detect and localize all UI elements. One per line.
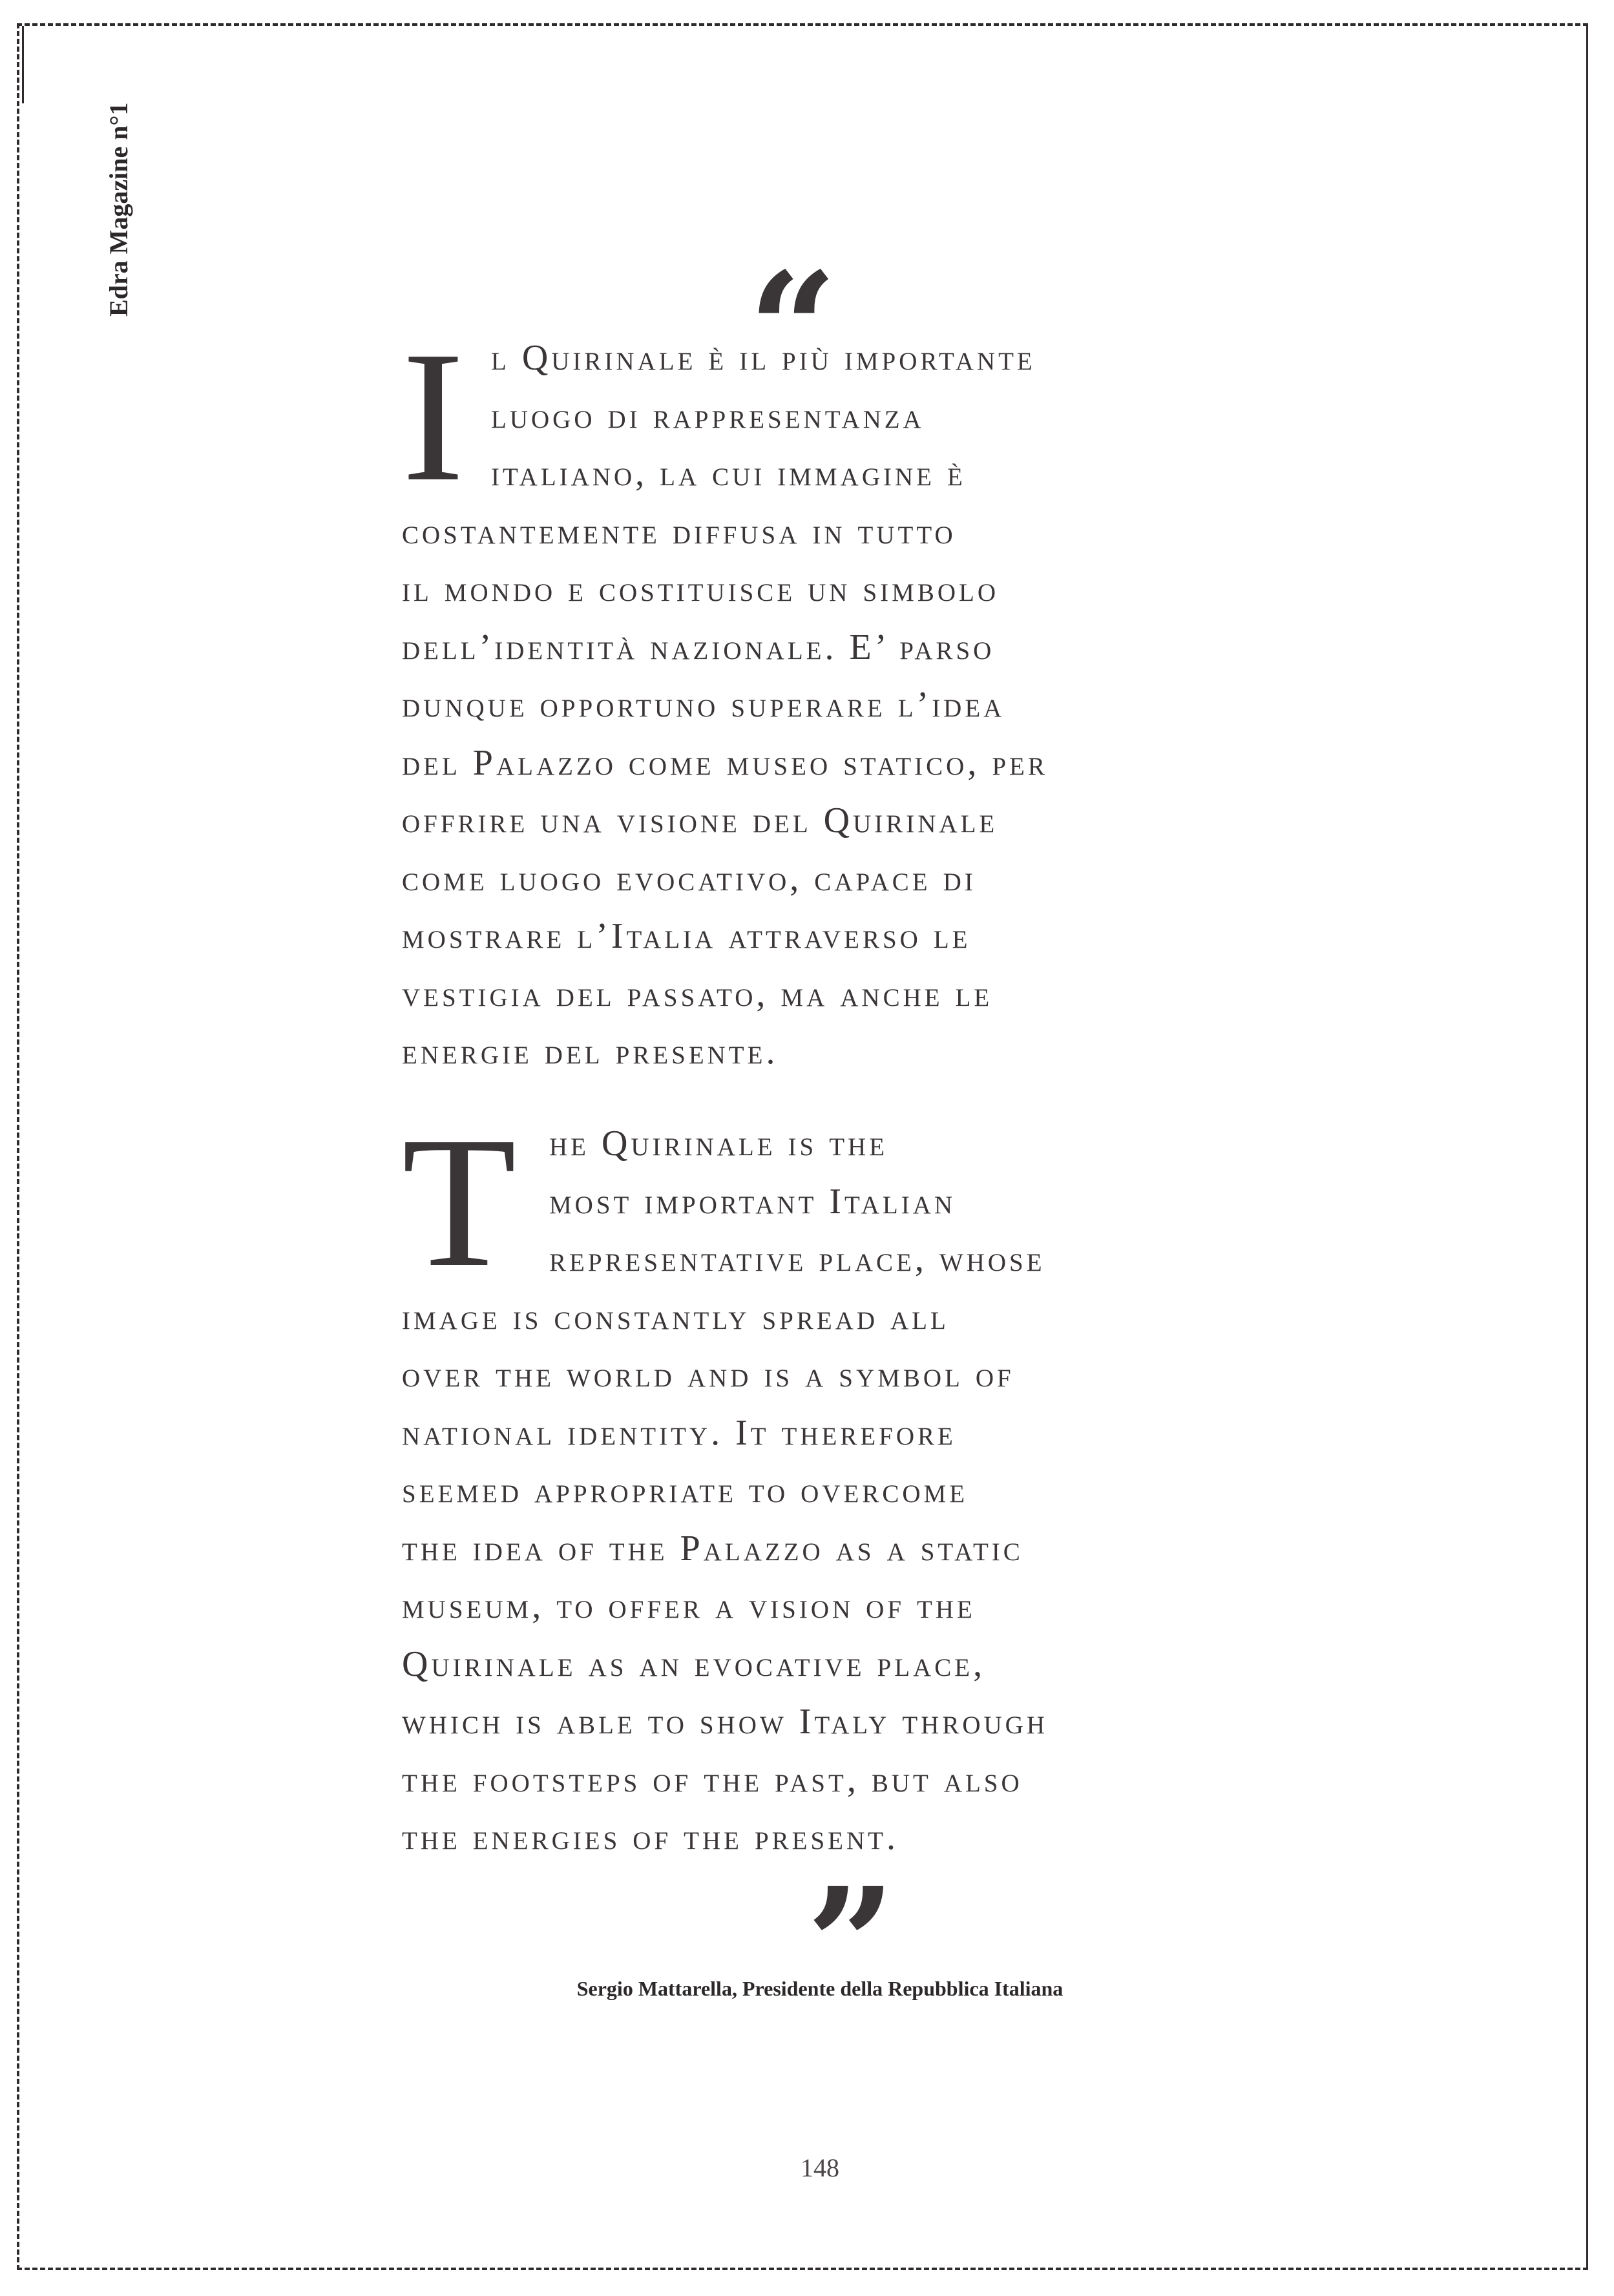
english-line: national identity. It therefore bbox=[402, 1412, 956, 1453]
italian-line: il mondo e costituisce un simbolo bbox=[402, 569, 999, 609]
open-quote-mark: “ bbox=[748, 238, 838, 421]
italian-line: l Quirinale è il più importante bbox=[491, 338, 1036, 378]
english-line: which is able to show Italy through bbox=[402, 1702, 1049, 1742]
english-quote bbox=[402, 1098, 1242, 1867]
english-line: Quirinale as an evocative place, bbox=[402, 1644, 986, 1684]
italian-line: dunque opportuno superare l’idea bbox=[402, 685, 1005, 725]
italian-line: luogo di rappresentanza bbox=[491, 395, 925, 436]
italian-line: del Palazzo come museo statico, per bbox=[402, 742, 1048, 783]
italian-line: offrire una visione del Quirinale bbox=[402, 800, 998, 840]
italian-line: dell’identità nazionale. E’ parso bbox=[402, 627, 995, 667]
english-dropcap: T bbox=[402, 1098, 517, 1306]
page-number bbox=[0, 2153, 1614, 2183]
english-line: most important Italian bbox=[549, 1181, 956, 1222]
italian-quote bbox=[402, 313, 1242, 1081]
english-line: seemed appropriate to overcome bbox=[402, 1470, 969, 1510]
attribution bbox=[0, 1977, 1614, 2001]
english-line: museum, to offer a vision of the bbox=[402, 1586, 976, 1626]
italian-line: come luogo evocativo, capace di bbox=[402, 858, 976, 899]
english-line: the footsteps of the past, but also bbox=[402, 1759, 1023, 1800]
italian-line: energie del presente. bbox=[402, 1032, 779, 1072]
italian-line: vestigia del passato, ma anche le bbox=[402, 974, 993, 1014]
magazine-label: Edra Magazine n°1 bbox=[104, 102, 133, 317]
english-line: over the world and is a symbol of bbox=[402, 1355, 1014, 1395]
english-line: the idea of the Palazzo as a static bbox=[402, 1528, 1023, 1569]
english-line: he Quirinale is the bbox=[549, 1123, 888, 1164]
page-number-text: 148 bbox=[801, 2153, 839, 2182]
italian-line: mostrare l’Italia attraverso le bbox=[402, 916, 971, 956]
close-quote-mark: ” bbox=[806, 1853, 896, 2036]
italian-line: costantemente diffusa in tutto bbox=[402, 511, 956, 552]
english-line: representative place, whose bbox=[549, 1239, 1045, 1279]
italian-dropcap: I bbox=[402, 313, 465, 520]
crop-mark bbox=[22, 26, 24, 103]
italian-line: italiano, la cui immagine è bbox=[491, 454, 966, 494]
attribution-text: Sergio Mattarella, Presidente della Repubblica Italiana bbox=[576, 1977, 1064, 2000]
english-line: image is constantly spread all bbox=[402, 1297, 949, 1337]
english-line: the energies of the present. bbox=[402, 1817, 899, 1857]
